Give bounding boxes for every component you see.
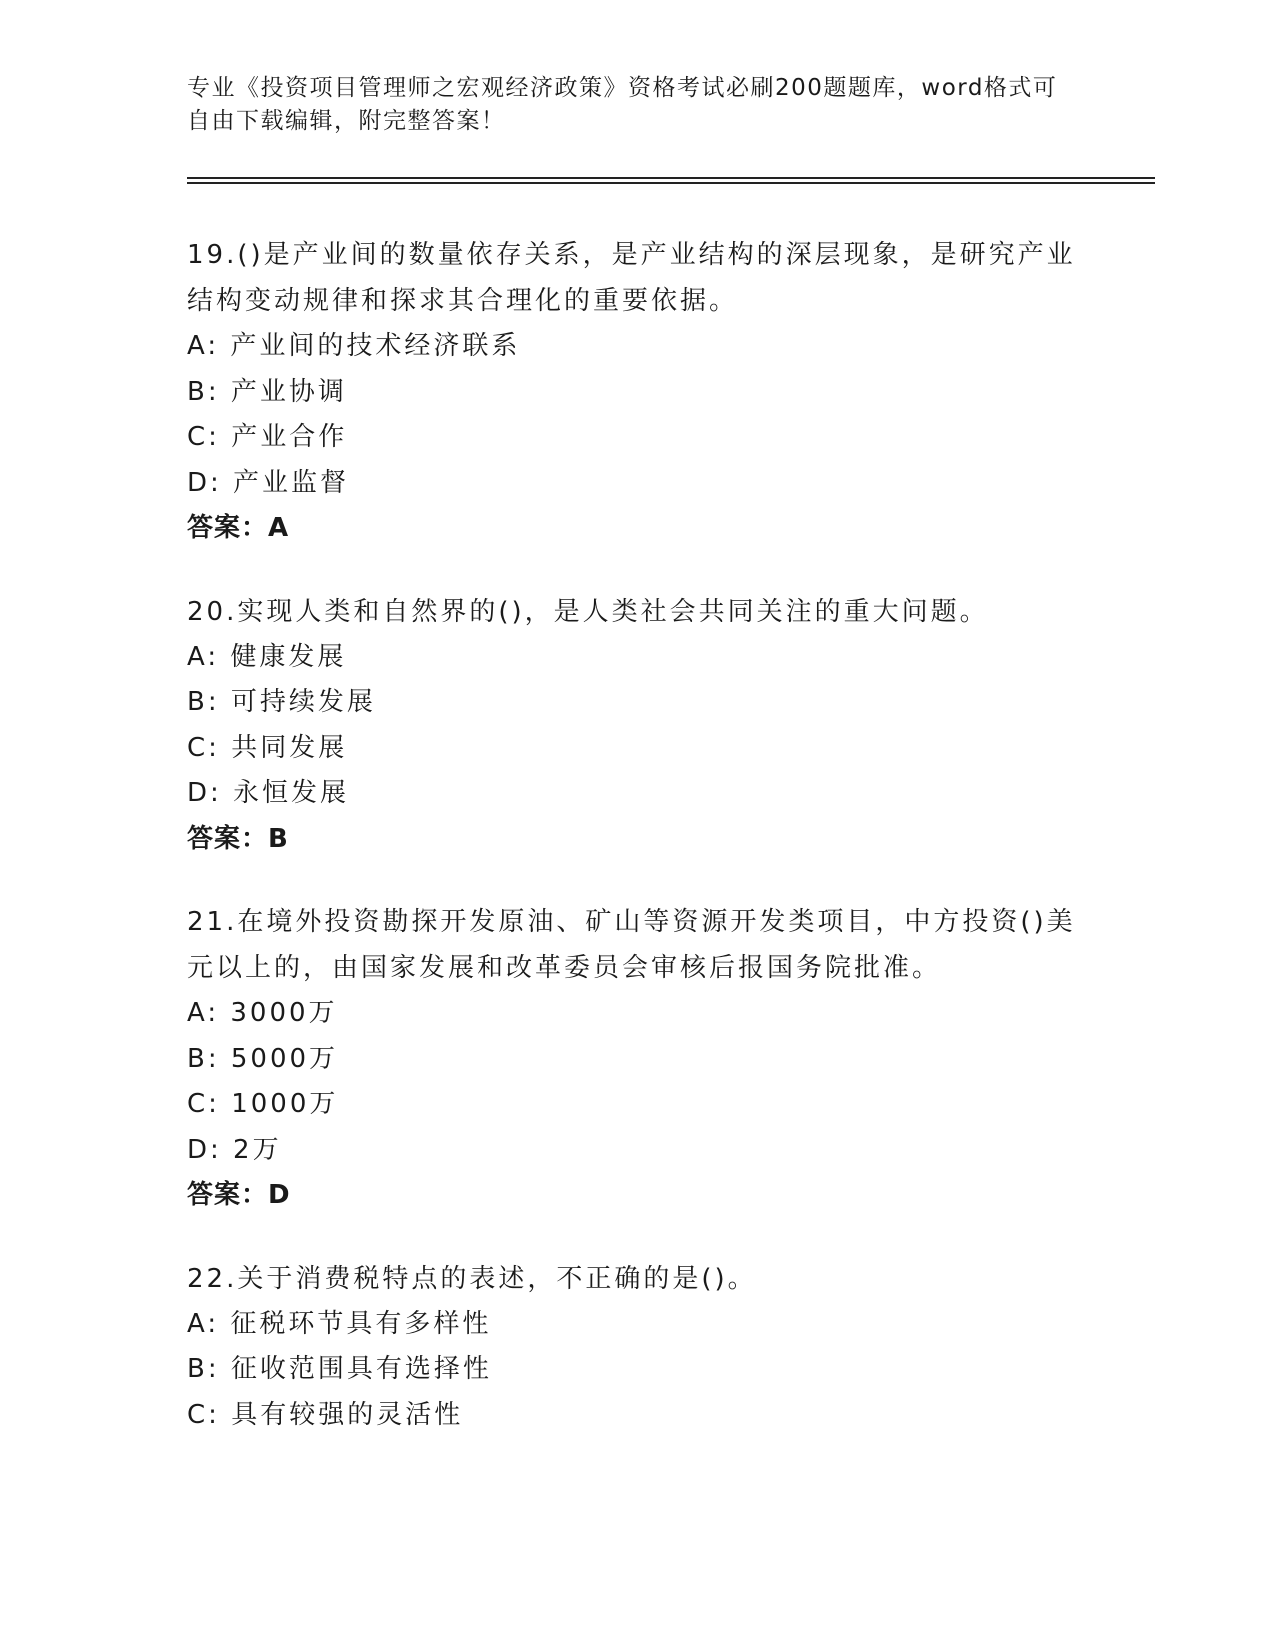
option-key: D: — [187, 467, 222, 498]
option-text: 具有较强的灵活性 — [231, 1399, 464, 1430]
header-line-1: 专业《投资项目管理师之宏观经济政策》资格考试必刷200题题库，word格式可 — [187, 75, 1058, 101]
question-22 — [187, 1256, 1087, 1439]
option-key: A: — [187, 641, 220, 672]
question-19 — [187, 232, 1087, 552]
option-key: B: — [187, 687, 220, 717]
question-stem-line-2: 结构变动规律和探求其合理化的重要依据。 — [187, 286, 739, 316]
option-key: C: — [187, 732, 220, 763]
answer-line: 答案：A — [187, 513, 290, 543]
option-a — [187, 991, 1087, 1037]
option-key: B: — [187, 1354, 220, 1384]
option-d — [187, 461, 1087, 507]
option-key: C: — [187, 422, 220, 452]
option-text: 征收范围具有选择性 — [230, 1354, 492, 1384]
header-line-2: 自由下载编辑，附完整答案！ — [187, 108, 506, 134]
option-text: 2万 — [233, 1134, 282, 1165]
option-a — [187, 635, 1087, 681]
question-stem-line-1: 19.()是产业间的数量依存关系，是产业结构的深层现象，是研究产业 — [187, 240, 1076, 270]
option-text: 健康发展 — [230, 641, 347, 672]
option-text: 1000万 — [231, 1089, 339, 1119]
option-a — [187, 324, 1087, 370]
option-text: 3000万 — [230, 998, 338, 1028]
answer-line: 答案：D — [187, 1180, 291, 1210]
option-key: A: — [187, 1308, 220, 1339]
option-text: 产业间的技术经济联系 — [230, 331, 521, 361]
question-stem-line-1: 20.实现人类和自然界的()，是人类社会共同关注的重大问题。 — [187, 596, 989, 627]
option-key: B: — [187, 376, 220, 407]
question-stem — [187, 899, 1087, 991]
option-key: C: — [187, 1399, 220, 1430]
option-text: 永恒发展 — [233, 778, 350, 808]
option-text: 共同发展 — [231, 732, 348, 763]
option-text: 产业协调 — [230, 376, 347, 407]
option-key: D: — [187, 1134, 222, 1165]
header-rule-bottom — [187, 182, 1155, 184]
option-key: A: — [187, 998, 220, 1028]
option-c — [187, 1393, 1087, 1439]
option-key: D: — [187, 778, 222, 808]
option-c — [187, 415, 1087, 461]
option-b — [187, 1347, 1087, 1393]
header-rule-top — [187, 177, 1155, 179]
question-stem-line-1: 22.关于消费税特点的表述，不正确的是()。 — [187, 1263, 757, 1294]
option-b — [187, 1037, 1087, 1083]
document-header — [187, 72, 1067, 138]
option-text: 可持续发展 — [230, 687, 376, 717]
option-text: 征税环节具有多样性 — [230, 1308, 492, 1339]
question-stem — [187, 1256, 1087, 1302]
option-b — [187, 370, 1087, 416]
option-a — [187, 1302, 1087, 1348]
option-d — [187, 1128, 1087, 1174]
question-stem-line-1: 21.在境外投资勘探开发原油、矿山等资源开发类项目，中方投资()美 — [187, 907, 1076, 937]
option-key: C: — [187, 1089, 220, 1119]
question-stem — [187, 589, 1087, 635]
option-b — [187, 680, 1087, 726]
option-text: 产业监督 — [233, 467, 350, 498]
option-key: B: — [187, 1043, 220, 1074]
question-21 — [187, 899, 1087, 1219]
option-text: 产业合作 — [231, 422, 348, 452]
option-text: 5000万 — [230, 1043, 339, 1074]
question-list — [187, 232, 1087, 1475]
option-key: A: — [187, 331, 220, 361]
option-d — [187, 771, 1087, 817]
question-20 — [187, 589, 1087, 863]
option-c — [187, 726, 1087, 772]
question-stem-line-2: 元以上的，由国家发展和改革委员会审核后报国务院批准。 — [187, 953, 942, 983]
question-stem — [187, 232, 1087, 324]
answer-line: 答案：B — [187, 823, 289, 854]
option-c — [187, 1082, 1087, 1128]
